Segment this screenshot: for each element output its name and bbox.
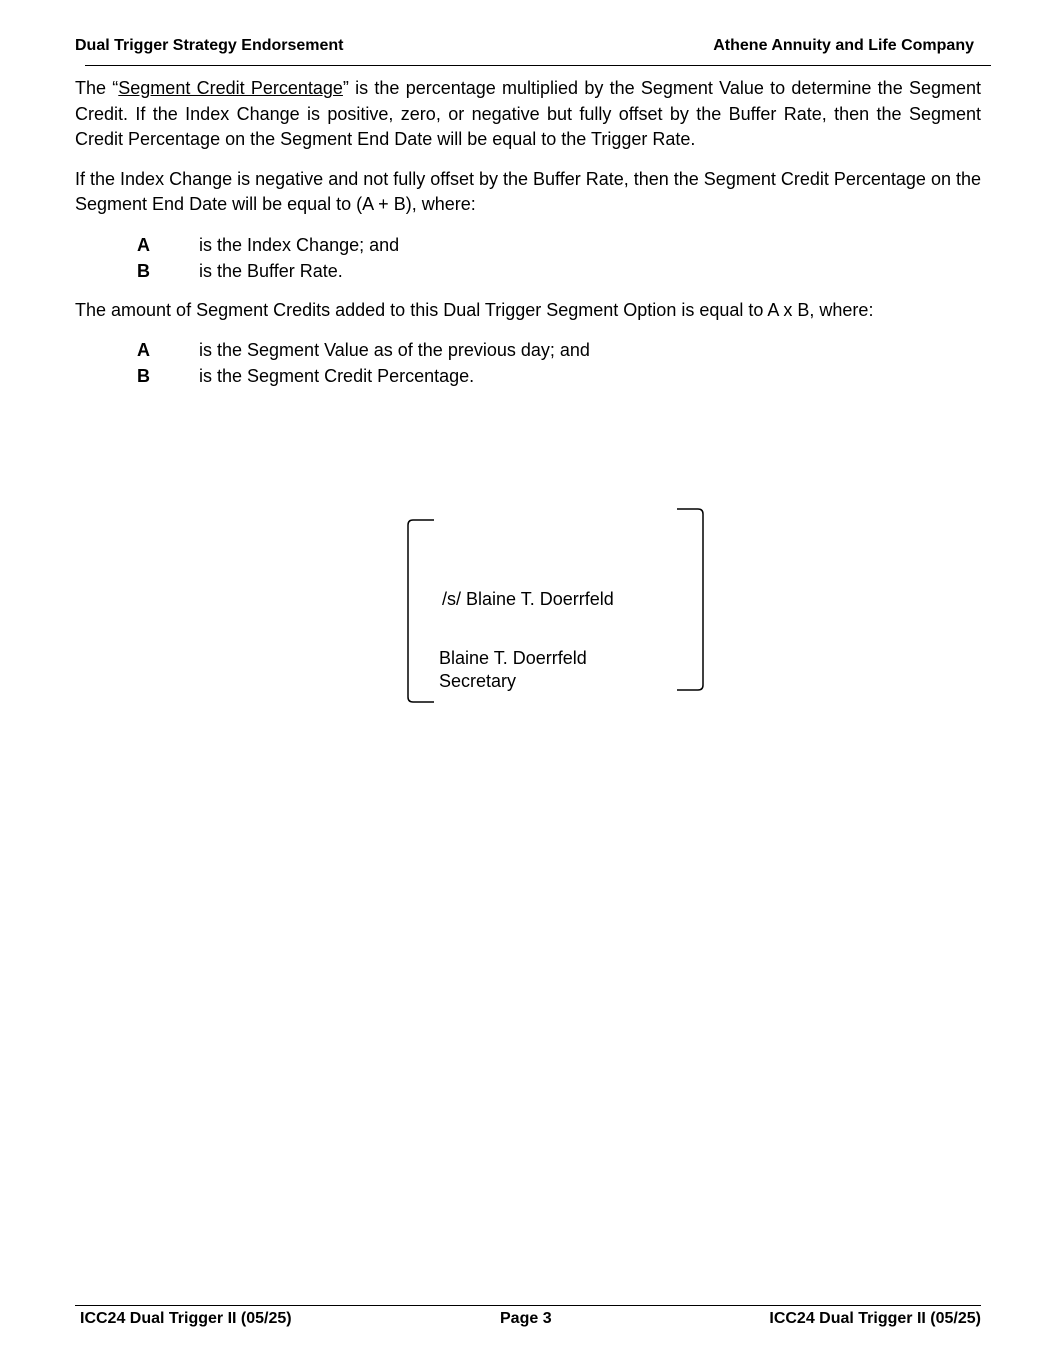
variable-description: is the Segment Value as of the previous day; and: [199, 340, 590, 360]
paragraph-negative-change: If the Index Change is negative and not fully offset by the Buffer Rate, then the Segment Credit Percentage on the Segment End Date will be equal to (A + B), where:: [75, 168, 981, 214]
header-title: Dual Trigger Strategy Endorsement: [75, 37, 344, 54]
footer-form-number-right: ICC24 Dual Trigger II (05/25): [769, 1310, 981, 1327]
list-item: [75, 363, 981, 389]
variable-description: is the Index Change; and: [199, 234, 400, 255]
signature-conformed: /s/ Blaine T. Doerrfeld: [442, 589, 614, 609]
list-item: [75, 258, 981, 284]
left-bracket: [408, 520, 434, 702]
list-item: [75, 232, 981, 258]
signature-block: [405, 507, 705, 703]
paragraph-segment-credits: The amount of Segment Credits added to this Dual Trigger Segment Option is equal to A x B, where:: [75, 299, 874, 320]
page-number: Page 3: [500, 1310, 552, 1327]
footer-form-number-left: ICC24 Dual Trigger II (05/25): [80, 1310, 292, 1327]
signatory-title: Secretary: [439, 671, 517, 691]
right-bracket: [677, 509, 703, 690]
document-body: [75, 76, 981, 403]
variable-list-1: [75, 232, 981, 284]
header-company: Athene Annuity and Life Company: [713, 37, 974, 54]
variable-list-2: [75, 337, 981, 389]
variable-description: is the Segment Credit Percentage.: [199, 366, 475, 386]
defined-term: Segment Credit Percentage: [118, 78, 343, 98]
header-divider: [85, 65, 991, 66]
definition-prefix: The “: [75, 78, 119, 98]
variable-key: A: [137, 340, 150, 360]
signatory-name: Blaine T. Doerrfeld: [439, 648, 587, 668]
footer-divider: [75, 1305, 981, 1306]
list-item: [75, 337, 981, 363]
variable-key: B: [137, 260, 150, 281]
variable-key: A: [137, 234, 150, 255]
definition-text: ” is the percentage multiplied by the Segment Value to determine the Segment Credit. If the Index Change is positive, zero, or negative but fully offset by the Buffer Rate, then the Segment Credit Percentage on the Segment End Date will be equal to the Trigger Rate.: [75, 78, 982, 149]
variable-key: B: [137, 366, 150, 386]
paragraph-definition: [75, 76, 981, 153]
variable-description: is the Buffer Rate.: [199, 260, 343, 281]
